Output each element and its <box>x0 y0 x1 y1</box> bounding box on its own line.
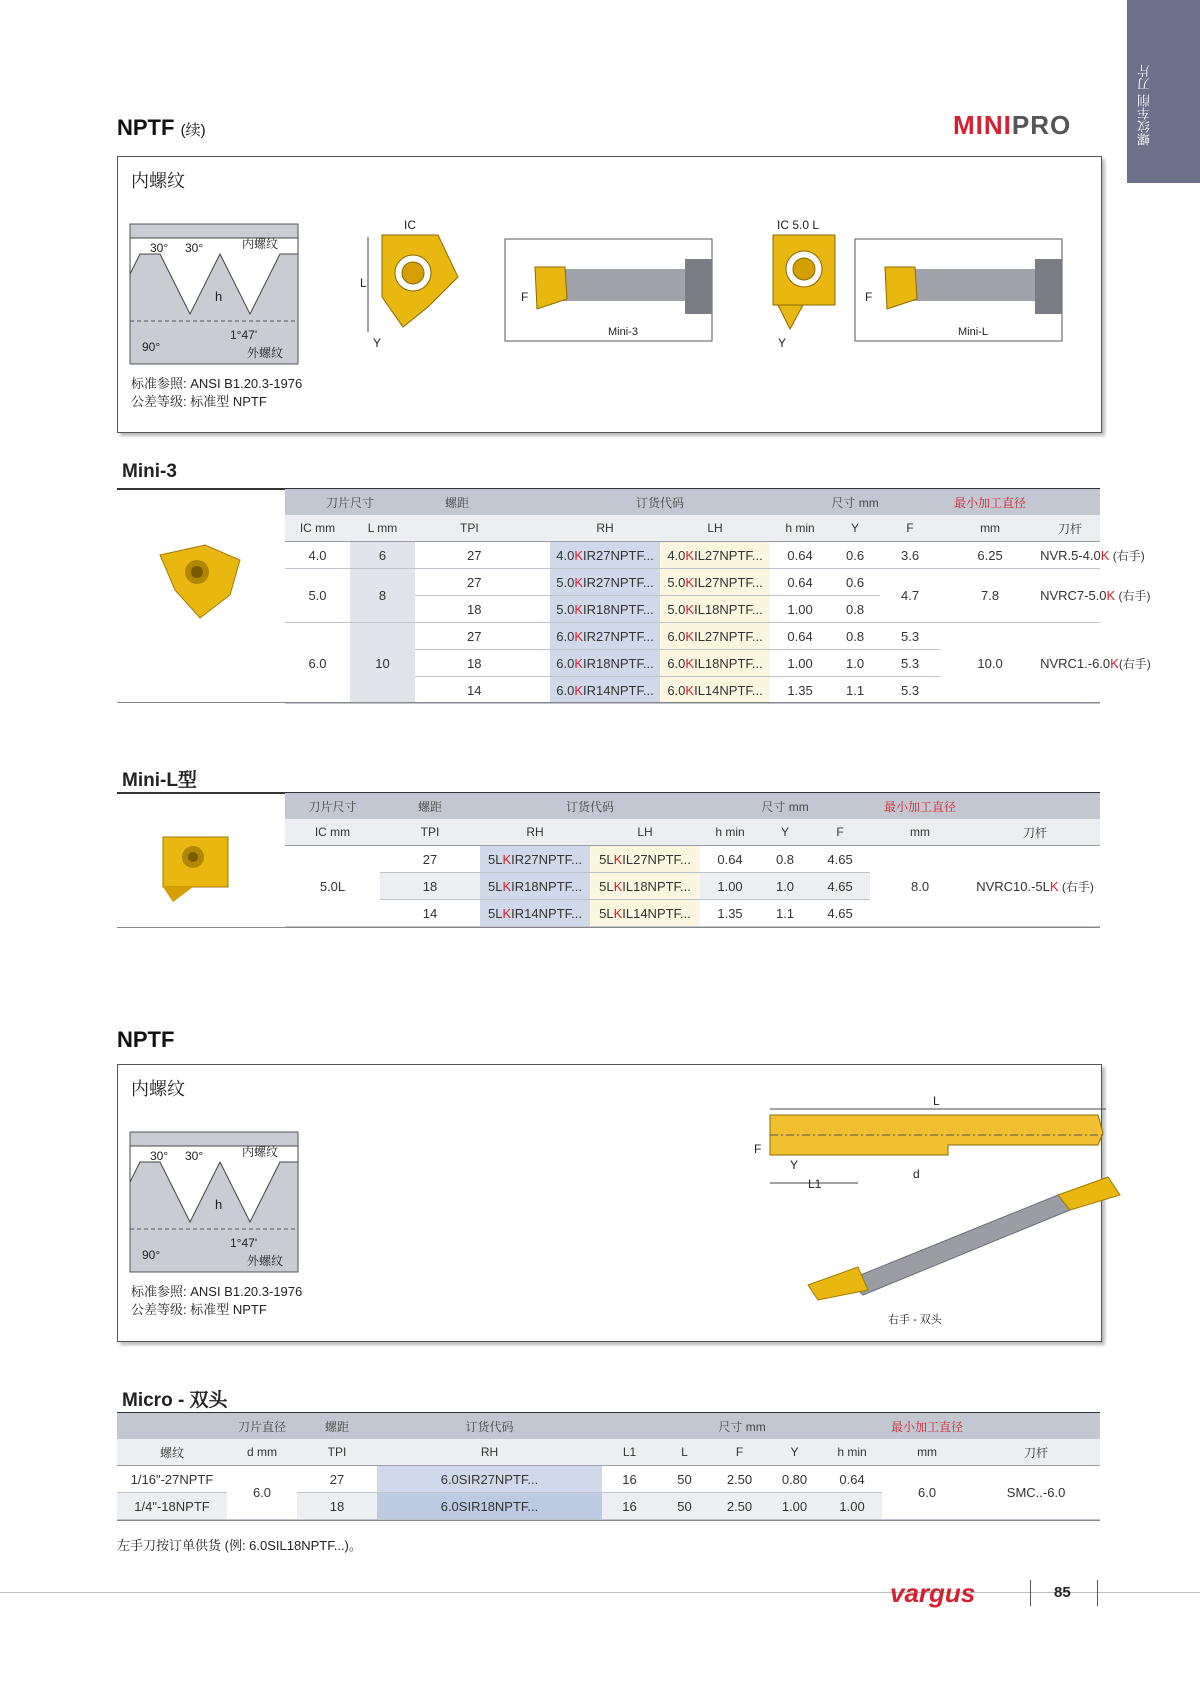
cell-ic: 6.0 <box>285 623 350 704</box>
cell-rh: 6.0KIR27NPTF... <box>550 623 660 650</box>
profile-internal: 内螺纹 <box>242 237 279 251</box>
cell-d: 6.0 <box>227 1466 297 1520</box>
cell-lh: 5.0KIL27NPTF... <box>660 569 770 596</box>
micro-title: Micro - 双头 <box>122 1390 228 1411</box>
thread-info-box-1 <box>117 156 1102 433</box>
cell-holder: NVR.5-4.0K (右手) <box>1040 542 1100 569</box>
cell-y: 1.0 <box>760 873 810 900</box>
cell-rh: 6.0KIR14NPTF... <box>550 677 660 704</box>
cell-holder: SMC..-6.0 <box>972 1466 1100 1520</box>
cell-tpi: 27 <box>380 846 480 873</box>
cell-rh: 4.0KIR27NPTF... <box>550 542 660 569</box>
cell-rh: 6.0SIR18NPTF... <box>377 1493 602 1520</box>
cell-h: 1.00 <box>770 596 830 623</box>
mini3-col-mm: mm <box>940 515 1040 542</box>
cell-h: 1.00 <box>822 1493 882 1520</box>
thread-info-box-2 <box>117 1064 1102 1342</box>
cell-tpi: 27 <box>297 1466 377 1493</box>
vargus-logo: vargus <box>890 1578 976 1608</box>
cell-h: 1.00 <box>700 873 760 900</box>
box2-title: 内螺纹 <box>131 1079 185 1099</box>
cell-lh: 5LKIL27NPTF... <box>590 846 700 873</box>
cell-mm: 6.0 <box>882 1466 972 1520</box>
box2-caption: 右手 - 双头 <box>888 1314 942 1326</box>
label-y2: Y <box>778 336 787 350</box>
cell-holder: NVRC10.-5LK (右手) <box>970 846 1100 927</box>
profile-angle-right: 30° <box>185 241 204 255</box>
cell-rh: 6.0KIR18NPTF... <box>550 650 660 677</box>
cell-rh: 5LKIR18NPTF... <box>480 873 590 900</box>
minil-insert-photo <box>158 832 238 904</box>
cell-mm: 10.0 <box>940 623 1040 704</box>
thread-profile-diagram-2 <box>130 1132 298 1272</box>
cell-h: 0.64 <box>770 542 830 569</box>
side-tab-text: 螺纹车削 刀片 <box>1137 64 1152 146</box>
micro-bottom-rule <box>117 1520 1100 1521</box>
profile-90: 90° <box>142 340 161 354</box>
cell-mm: 8.0 <box>870 846 970 927</box>
minil-col-holder: 刀杆 <box>970 819 1100 846</box>
cell-tpi: 27 <box>415 542 550 569</box>
label-f-micro: F <box>754 1142 762 1156</box>
label-ic: IC <box>404 218 416 232</box>
cell-h: 0.64 <box>770 623 830 650</box>
mini3-group-insert: 刀片尺寸 <box>285 489 415 515</box>
cell-tpi: 14 <box>380 900 480 927</box>
cell-l1: 16 <box>602 1466 657 1493</box>
micro-col-tpi: TPI <box>297 1439 377 1466</box>
mini3-col-holder: 刀杆 <box>1040 515 1100 542</box>
minil-group-dims: 尺寸 mm <box>700 793 870 819</box>
cell-f: 4.7 <box>880 569 940 623</box>
box2-standard: 标准参照: ANSI B1.20.3-1976 <box>131 1284 303 1299</box>
cell-l1: 16 <box>602 1493 657 1520</box>
cell-y: 1.00 <box>767 1493 822 1520</box>
label-mini3: Mini-3 <box>608 326 638 338</box>
cell-y: 0.6 <box>830 542 880 569</box>
minil-bottom-rule <box>117 927 1100 928</box>
cell-lh: 6.0KIL27NPTF... <box>660 623 770 650</box>
mini3-group-dims: 尺寸 mm <box>770 489 940 515</box>
profile-external: 外螺纹 <box>247 346 284 360</box>
profile-h: h <box>215 289 223 304</box>
mini3-col-rh: RH <box>550 515 660 542</box>
section2-title: NPTF <box>117 1027 175 1052</box>
micro-table <box>117 1413 1100 1520</box>
minil-group-order: 订货代码 <box>480 793 700 819</box>
cell-h: 1.35 <box>700 900 760 927</box>
page-number: 85 <box>1054 1584 1071 1601</box>
minil-col-tpi: TPI <box>380 819 480 846</box>
profile2-angle-left: 30° <box>150 1149 169 1163</box>
cell-rh: 6.0SIR27NPTF... <box>377 1466 602 1493</box>
cell-ic: 5.0L <box>285 846 380 927</box>
cell-f: 5.3 <box>880 623 940 650</box>
label-d-micro: d <box>913 1167 920 1181</box>
table-row <box>285 623 1100 650</box>
label-f: F <box>521 290 529 304</box>
cell-ic: 4.0 <box>285 542 350 569</box>
table-row <box>117 1466 1100 1493</box>
cell-mm: 6.25 <box>940 542 1040 569</box>
cell-mm: 7.8 <box>940 569 1040 623</box>
logo-part-a: MINI <box>953 110 1012 140</box>
micro-group-insert: 刀片直径 <box>227 1413 297 1439</box>
minil-col-h: h min <box>700 819 760 846</box>
cell-h: 0.64 <box>822 1466 882 1493</box>
micro-col-l1: L1 <box>602 1439 657 1466</box>
cell-f: 3.6 <box>880 542 940 569</box>
table-row <box>285 569 1100 596</box>
mini3-bottom-rule <box>117 702 1100 703</box>
minil-col-mm: mm <box>870 819 970 846</box>
micro-group-minbore: 最小加工直径 <box>882 1413 972 1439</box>
cell-f: 2.50 <box>712 1493 767 1520</box>
cell-tpi: 18 <box>297 1493 377 1520</box>
label-y-micro: Y <box>790 1158 799 1172</box>
cell-tpi: 27 <box>415 569 550 596</box>
micro-tool-photo <box>808 1177 1120 1300</box>
cell-tpi: 18 <box>415 596 550 623</box>
table-row <box>285 846 1100 873</box>
micro-col-y: Y <box>767 1439 822 1466</box>
table-row <box>285 542 1100 569</box>
profile2-angle-right: 30° <box>185 1149 204 1163</box>
mini3-insert-photo <box>155 540 245 620</box>
mini3-col-tpi: TPI <box>415 515 550 542</box>
minil-group-pitch: 螺距 <box>380 793 480 819</box>
cell-lh: 5LKIL18NPTF... <box>590 873 700 900</box>
cell-rh: 5.0KIR18NPTF... <box>550 596 660 623</box>
page-title-suffix: (续) <box>180 122 206 139</box>
label-ic5: IC 5.0 L <box>777 218 820 232</box>
mini3-group-pitch: 螺距 <box>415 489 550 515</box>
box1-notes <box>131 375 302 411</box>
mini3-col-y: Y <box>830 515 880 542</box>
mini3-holder-drawing <box>505 239 712 341</box>
box1-tolerance: 公差等级: 标准型 NPTF <box>131 394 267 409</box>
cell-tpi: 18 <box>380 873 480 900</box>
profile-angle-left: 30° <box>150 241 169 255</box>
mini3-title: Mini-3 <box>122 461 177 482</box>
cell-y: 0.8 <box>760 846 810 873</box>
minil-holder-drawing <box>855 239 1062 341</box>
logo-part-b: PRO <box>1011 110 1072 140</box>
cell-holder: NVRC7-5.0K (右手) <box>1040 569 1100 623</box>
cell-h: 1.35 <box>770 677 830 704</box>
micro-col-holder: 刀杆 <box>972 1439 1100 1466</box>
micro-col-rh: RH <box>377 1439 602 1466</box>
cell-y: 0.80 <box>767 1466 822 1493</box>
cell-h: 0.64 <box>770 569 830 596</box>
cell-f: 4.65 <box>810 873 870 900</box>
cell-thread: 1/16"-27NPTF <box>117 1466 227 1493</box>
side-tab <box>1127 0 1200 183</box>
cell-h: 1.00 <box>770 650 830 677</box>
box2-notes <box>131 1283 302 1319</box>
cell-lh: 5LKIL14NPTF... <box>590 900 700 927</box>
micro-tool-drawing <box>754 1094 1106 1191</box>
cell-l: 6 <box>350 542 415 569</box>
cell-lh: 6.0KIL14NPTF... <box>660 677 770 704</box>
cell-f: 2.50 <box>712 1466 767 1493</box>
minil-col-y: Y <box>760 819 810 846</box>
label-minil: Mini-L <box>958 326 988 338</box>
cell-l: 50 <box>657 1493 712 1520</box>
cell-tpi: 27 <box>415 623 550 650</box>
label-y: Y <box>373 336 382 350</box>
minil-col-f: F <box>810 819 870 846</box>
micro-group-pitch: 螺距 <box>297 1413 377 1439</box>
micro-col-h: h min <box>822 1439 882 1466</box>
micro-col-l: L <box>657 1439 712 1466</box>
micro-group-dims: 尺寸 mm <box>602 1413 882 1439</box>
mini3-col-h: h min <box>770 515 830 542</box>
profile-taper: 1°47' <box>230 328 258 342</box>
minil-col-rh: RH <box>480 819 590 846</box>
cell-l: 50 <box>657 1466 712 1493</box>
cell-f: 4.65 <box>810 846 870 873</box>
cell-y: 0.8 <box>830 596 880 623</box>
cell-f: 4.65 <box>810 900 870 927</box>
minipro-logo <box>953 110 1071 141</box>
cell-lh: 6.0KIL18NPTF... <box>660 650 770 677</box>
cell-y: 1.1 <box>760 900 810 927</box>
cell-rh: 5LKIR27NPTF... <box>480 846 590 873</box>
cell-y: 1.1 <box>830 677 880 704</box>
cell-f: 5.3 <box>880 650 940 677</box>
cell-l: 10 <box>350 623 415 704</box>
cell-tpi: 18 <box>415 650 550 677</box>
box1-standard: 标准参照: ANSI B1.20.3-1976 <box>131 376 303 391</box>
mini3-col-lh: LH <box>660 515 770 542</box>
profile2-h: h <box>215 1197 223 1212</box>
micro-col-mm: mm <box>882 1439 972 1466</box>
cell-ic: 5.0 <box>285 569 350 623</box>
minil-col-lh: LH <box>590 819 700 846</box>
footer-line <box>0 1592 1200 1593</box>
label-f2: F <box>865 290 873 304</box>
cell-f: 5.3 <box>880 677 940 704</box>
mini3-group-minbore: 最小加工直径 <box>940 489 1040 515</box>
cell-tpi: 14 <box>415 677 550 704</box>
profile2-internal: 内螺纹 <box>242 1145 279 1159</box>
minil-group-minbore: 最小加工直径 <box>870 793 970 819</box>
cell-y: 0.6 <box>830 569 880 596</box>
mini3-col-f: F <box>880 515 940 542</box>
mini3-group-order: 订货代码 <box>550 489 770 515</box>
cell-y: 1.0 <box>830 650 880 677</box>
footnote: 左手刀按订单供货 (例: 6.0SIL18NPTF...)。 <box>117 1538 362 1553</box>
profile2-90: 90° <box>142 1248 161 1262</box>
cell-rh: 5.0KIR27NPTF... <box>550 569 660 596</box>
minil-insert-drawing <box>773 218 835 350</box>
profile2-taper: 1°47' <box>230 1236 258 1250</box>
cell-lh: 5.0KIL18NPTF... <box>660 596 770 623</box>
thread-profile-diagram <box>130 224 298 364</box>
mini3-insert-drawing <box>360 218 458 350</box>
minil-col-ic: IC mm <box>285 819 380 846</box>
label-l: L <box>360 276 367 290</box>
mini3-col-ic: IC mm <box>285 515 350 542</box>
footer-divider <box>1030 1580 1031 1606</box>
cell-holder: NVRC1.-6.0K(右手) <box>1040 623 1100 704</box>
cell-h: 0.64 <box>700 846 760 873</box>
profile2-external: 外螺纹 <box>247 1254 284 1268</box>
cell-y: 0.8 <box>830 623 880 650</box>
label-l1-micro: L1 <box>808 1177 822 1191</box>
box2-tolerance: 公差等级: 标准型 NPTF <box>131 1302 267 1317</box>
box1-title: 内螺纹 <box>131 171 185 191</box>
minil-table <box>285 793 1100 927</box>
minil-title: Mini-L型 <box>122 770 197 791</box>
cell-rh: 5LKIR14NPTF... <box>480 900 590 927</box>
micro-col-f: F <box>712 1439 767 1466</box>
micro-group-order: 订货代码 <box>377 1413 602 1439</box>
footer-divider-right <box>1097 1580 1098 1606</box>
mini3-col-l: L mm <box>350 515 415 542</box>
micro-col-thread: 螺纹 <box>117 1439 227 1466</box>
page-title <box>117 115 206 141</box>
micro-col-d: d mm <box>227 1439 297 1466</box>
cell-l: 8 <box>350 569 415 623</box>
minil-group-insert: 刀片尺寸 <box>285 793 380 819</box>
cell-lh: 4.0KIL27NPTF... <box>660 542 770 569</box>
cell-thread: 1/4"-18NPTF <box>117 1493 227 1520</box>
page-title-text: NPTF <box>117 115 175 140</box>
label-l-micro: L <box>933 1094 940 1108</box>
mini3-table <box>285 489 1151 704</box>
